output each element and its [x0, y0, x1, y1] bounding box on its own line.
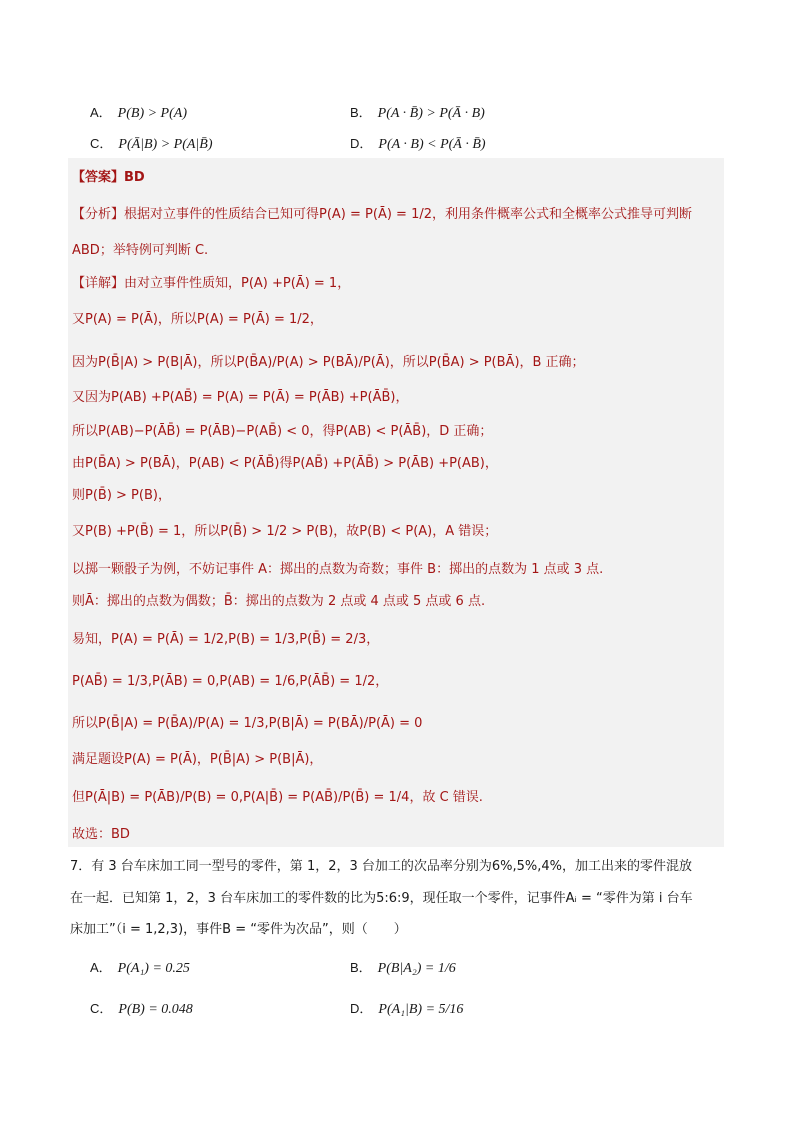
detail-line-11: 易知，P(A) = P(Ā) = 1/2,P(B) = 1/3,P(B̄) = 2/3，: [72, 632, 380, 647]
option-a-expression: P(B) > P(A): [117, 106, 187, 121]
option-row-ab: [90, 102, 730, 124]
option-b-expression: P(A · B̄) > P(Ā · B): [377, 106, 485, 121]
detail-line-10: 则Ā：掷出的点数为偶数；B̄：掷出的点数为 2 点或 4 点或 5 点或 6 点.: [72, 594, 486, 609]
analysis-line-2: ABD；举特例可判断 C.: [72, 243, 209, 258]
option-a: [90, 102, 187, 122]
detail-line-1: 【详解】由对立事件性质知，P(A) +P(Ā) = 1，: [72, 276, 351, 291]
detail-line-7: 则P(B̄) > P(B)，: [72, 488, 171, 503]
option-c-label: C．: [90, 136, 113, 151]
detail-line-3: 因为P(B̄|A) > P(B|Ā)，所以P(B̄A)/P(A) > P(BĀ)/P(Ā)，所以P(B̄A) > P(BĀ)，B 正确；: [72, 355, 585, 370]
detail-line-2: 又P(A) = P(Ā)，所以P(A) = P(Ā) = 1/2，: [72, 312, 323, 327]
detail-line-13: 所以P(B̄|A) = P(B̄A)/P(A) = 1/3,P(B|Ā) = P(BĀ)/P(Ā) = 0: [72, 716, 423, 731]
option-d: [350, 133, 486, 153]
option-d-expression: P(A · B) < P(Ā · B̄): [378, 137, 486, 152]
answer-line: 【答案】BD: [72, 170, 145, 185]
choice-line: 故选：BD: [72, 827, 130, 842]
q7-option-row-ab: [90, 957, 730, 979]
detail-line-15: 但P(Ā|B) = P(ĀB)/P(B) = 0,P(A|B̄) = P(AB̄)/P(B̄) = 1/4，故 C 错误.: [72, 790, 483, 805]
q7-option-a: [90, 957, 190, 977]
option-c: [90, 133, 213, 153]
q7-option-c-label: C．: [90, 1001, 113, 1016]
analysis-line-1: 【分析】根据对立事件的性质结合已知可得P(A) = P(Ā) = 1/2，利用条件概率公式和全概率公式推导可判断: [72, 207, 692, 222]
option-d-label: D．: [350, 136, 373, 151]
q7-option-row-cd: [90, 998, 730, 1020]
option-b-label: B．: [350, 105, 372, 120]
solution-panel: [68, 158, 724, 847]
q7-option-d-label: D．: [350, 1001, 373, 1016]
detail-line-12: P(AB̄) = 1/3,P(ĀB) = 0,P(AB) = 1/6,P(ĀB̄) = 1/2，: [72, 674, 389, 689]
detail-line-4: 又因为P(AB) +P(AB̄) = P(A) = P(Ā) = P(ĀB) +P(ĀB̄)，: [72, 390, 409, 405]
q7-option-b-label: B．: [350, 960, 372, 975]
q7-option-b-expression: P(B|A₂) = 1/6: [377, 961, 456, 976]
q7-option-a-label: A．: [90, 960, 112, 975]
detail-line-14: 满足题设P(A) = P(Ā)，P(B̄|A) > P(B|Ā)，: [72, 752, 323, 767]
question-7-line-1: 7．有 3 台车床加工同一型号的零件，第 1，2，3 台加工的次品率分别为6%,5%,4%，加工出来的零件混放: [70, 859, 693, 874]
q7-option-c: [90, 998, 193, 1018]
q7-option-a-expression: P(A₁) = 0.25: [117, 961, 190, 976]
detail-line-6: 由P(B̄A) > P(BĀ)，P(AB) < P(ĀB̄)得P(AB̄) +P(ĀB̄) > P(ĀB) +P(AB)，: [72, 456, 498, 471]
question-7-line-3: 床加工”（i = 1,2,3)，事件B = “零件为次品”，则（ ）: [70, 922, 407, 937]
option-a-label: A．: [90, 105, 112, 120]
q7-option-d-expression: P(A₁|B) = 5/16: [378, 1002, 464, 1017]
detail-line-5: 所以P(AB)−P(ĀB̄) = P(ĀB)−P(AB̄) < 0，得P(AB) < P(ĀB̄)，D 正确；: [72, 424, 493, 439]
option-c-expression: P(Ā|B) > P(A|B̄): [118, 137, 213, 152]
q7-option-d: [350, 998, 463, 1018]
detail-line-8: 又P(B) +P(B̄) = 1，所以P(B̄) > 1/2 > P(B)，故P(B) < P(A)，A 错误；: [72, 524, 498, 539]
option-row-cd: [90, 133, 730, 155]
option-b: [350, 102, 485, 122]
q7-option-c-expression: P(B) = 0.048: [118, 1002, 193, 1017]
detail-line-9: 以掷一颗骰子为例，不妨记事件 A：掷出的点数为奇数；事件 B：掷出的点数为 1 点或 3 点.: [72, 562, 604, 577]
question-7-line-2: 在一起．已知第 1，2，3 台车床加工的零件数的比为5:6:9，现任取一个零件，记事件Aᵢ = “零件为第 i 台车: [70, 891, 693, 906]
q7-option-b: [350, 957, 456, 977]
